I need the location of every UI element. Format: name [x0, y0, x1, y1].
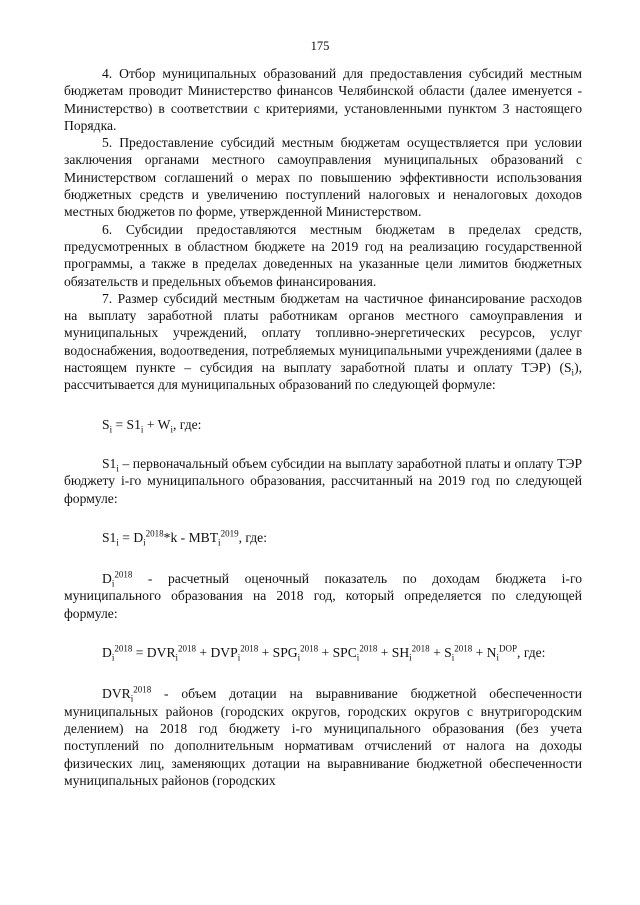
d-definition: $D_i^{2018}$ - расчетный оценочный показатель по доходам бюджета i-го муниципального образования на 2018 год, который определяется по следующей формуле:	[64, 569, 582, 621]
s1-definition: $S1_i$ – первоначальный объем субсидии на выплату заработной платы и оплату ТЭР бюджету i-го муниципального образования, рассчитанный на 2019 год по следующей формуле:	[64, 455, 582, 506]
formula-s: $S_i = S1_i + W_i$, где:	[102, 416, 202, 435]
page-number: 175	[310, 39, 330, 53]
paragraph-6: 6. Субсидии предоставляются местным бюджетам в пределах средств, предусмотренных в областном бюджете на 2019 год на реализацию государственной программы, а также в пределах доведенных на указанные цели лимитов бюджетных обязательств и предельных объемов финансирования.	[64, 221, 582, 289]
paragraph-5: 5. Предоставление субсидий местным бюджетам осуществляется при условии заключения органами местного самоуправления муниципальных образований с Министерством соглашений о мерах по повышению эффективности использования бюджетных средств и увеличению поступлений налоговых и неналоговых доходов местных бюджетов по форме, утвержденной Министерством.	[64, 135, 582, 220]
paragraph-4: 4. Отбор муниципальных образований для предоставления субсидий местным бюджетам проводит Министерство финансов Челябинской области (далее именуется - Министерство) в соответствии с критериями, установленными пунктом 3 настоящего Порядка.	[64, 66, 582, 133]
paragraph-7	[64, 290, 582, 394]
formula-d: $D_i^{2018} = DVR_i^{2018} + DVP_i^{2018} + SPG_i^{2018} + SPC_i^{2018} + SH_i^{2018} + S_i^{2018} + N_i^{DOP}$, где:	[102, 643, 546, 663]
dvr-definition: $DVR_i^{2018}$ - объем дотации на выравнивание бюджетной обеспеченности муниципальных районов (городских округов, городских округов с внутригородским делением) на 2018 год бюджету i-го муниципального образования (без учета поступлений по дополнительным нормативам отчислений от налога на доходы физических лиц, заменяющих дотации на выравнивание бюджетной обеспеченности муниципальных районов (городских	[64, 684, 582, 788]
formula-s1: $S1_i = D_i^{2018}*k - MBT_i^{2019}$, где:	[102, 528, 267, 548]
paragraph-7-sub: i	[571, 367, 575, 378]
paragraph-7-end: ), рассчитывается для муниципальных образований по следующей формуле:	[64, 360, 582, 393]
document-body	[64, 65, 582, 789]
paragraph-7-text: 7. Размер субсидий местным бюджетам на частичное финансирование расходов на выплату заработной платы работникам органов местного самоуправления и муниципальных учреждений, оплату топливно-энергетических ресурсов, услуг водоснабжения, водоотведения, потребляемых муниципальными учреждениями (далее в настоящем пункте – субсидия на выплату заработной платы и оплату ТЭР) (S	[64, 290, 582, 376]
